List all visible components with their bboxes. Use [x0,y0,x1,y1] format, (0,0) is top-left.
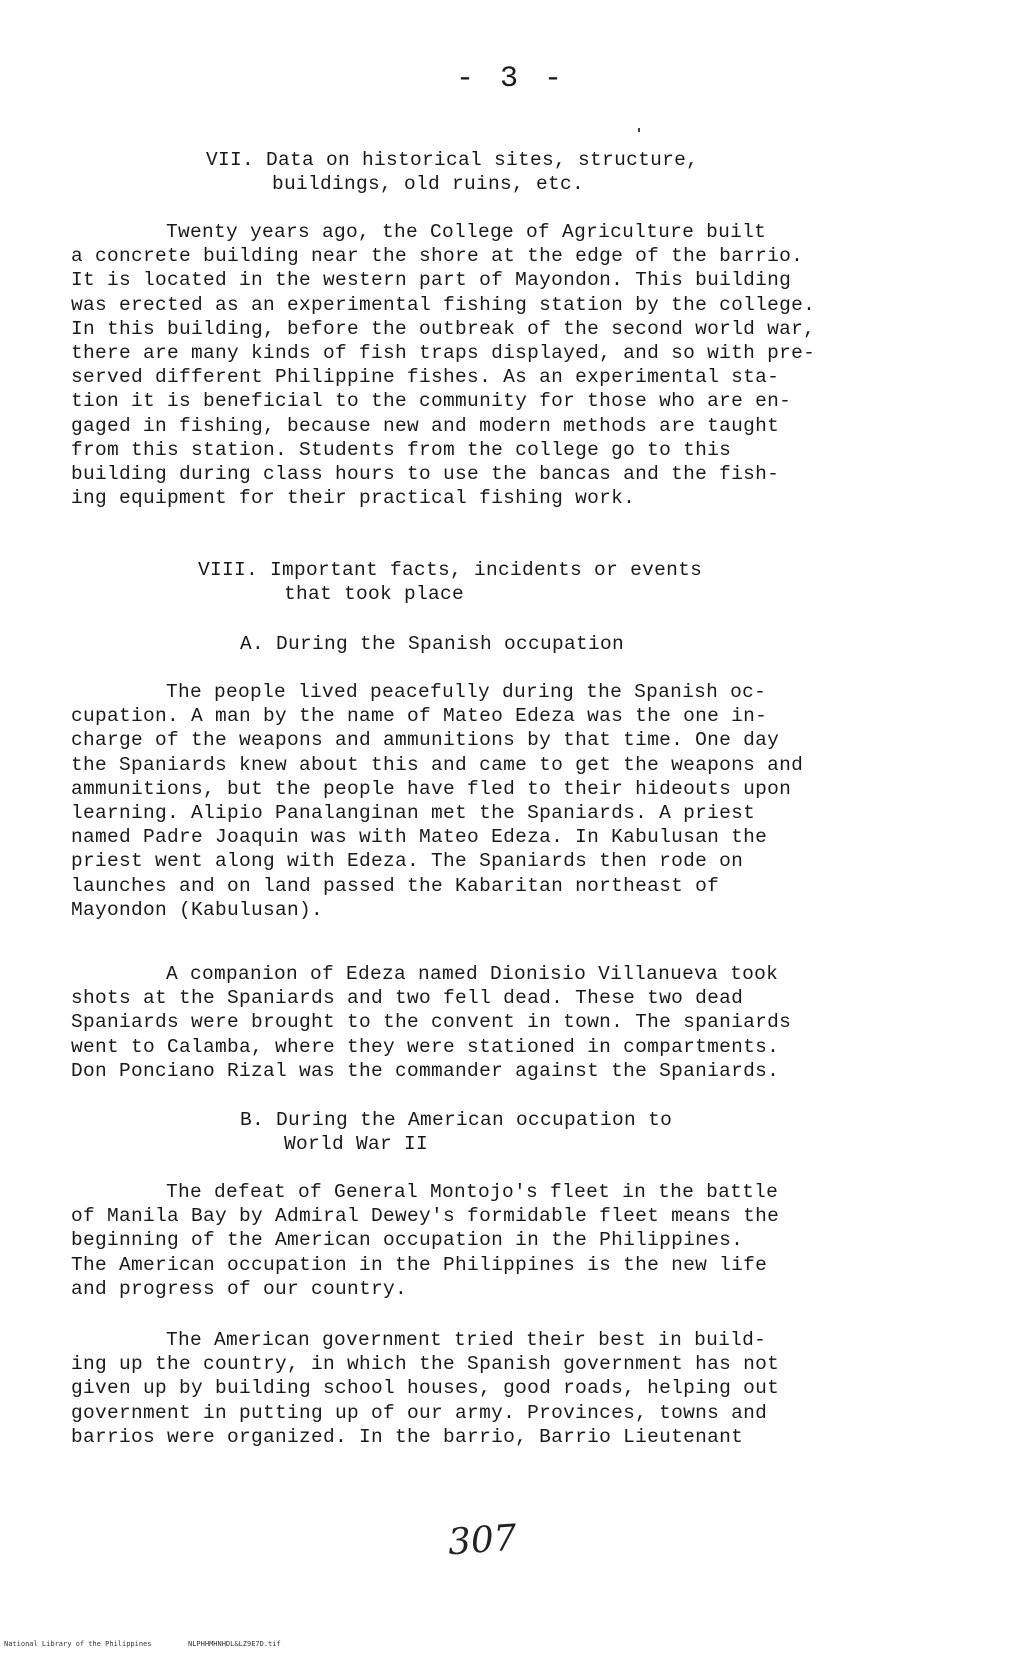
text-line: launches and on land passed the Kabaritan northeast of [71,874,720,897]
text-line: ing up the country, in which the Spanish government has not [71,1353,780,1376]
text-line: ing equipment for their practical fishing work. [71,487,636,510]
sub-a-paragraph-2 [71,962,971,1083]
handwritten-page-number: 307 [446,1517,519,1564]
text-line: The people lived peacefully during the Spanish oc- [166,681,767,703]
text-line: building during class hours to use the bancas and the fish- [71,463,780,486]
footer-file-name: NLPHHMHNHDL&LZ9E7D.tif [188,1640,281,1648]
text-line: Spaniards were brought to the convent in town. The spaniards [71,1011,792,1034]
text-line: there are many kinds of fish traps displayed, and so with pre- [71,342,816,365]
text-line: beginning of the American occupation in the Philippines. [71,1229,744,1252]
text-line: learning. Alipio Panalanginan met the Spaniards. A priest [71,802,756,825]
text-line: a concrete building near the shore at the edge of the barrio. [71,245,804,268]
text-line: The American occupation in the Philippines is the new life [71,1253,768,1276]
text-line: tion it is beneficial to the community for those who are en- [71,390,792,413]
text-line: Don Ponciano Rizal was the commander against the Spaniards. [71,1059,780,1082]
text-line: went to Calamba, where they were stationed in compartments. [71,1035,780,1058]
text-line: ammunitions, but the people have fled to their hideouts upon [71,777,792,800]
section-viii-heading-line2: that took place [284,583,465,605]
text-line: the Spaniards knew about this and came to get the weapons and [71,753,804,776]
sub-b-heading-line1: B. During the American occupation to [240,1109,673,1131]
sub-a-paragraph-1 [71,680,971,922]
text-line: gaged in fishing, because new and modern methods are taught [71,414,780,437]
text-line: The defeat of General Montojo's fleet in the battle [166,1181,779,1203]
text-line: government in putting up of our army. Provinces, towns and [71,1401,768,1424]
text-line: The American government tried their best in build- [166,1329,767,1351]
section-viii-heading-line1: VIII. Important facts, incidents or events [198,559,703,581]
text-line: given up by building school houses, good roads, helping out [71,1377,780,1400]
sub-b-paragraph-1 [71,1180,971,1301]
text-line: served different Philippine fishes. As an experimental sta- [71,366,780,389]
text-line: from this station. Students from the college go to this [71,438,732,461]
text-line: Twenty years ago, the College of Agriculture built [166,221,767,243]
section-vii-heading-line2: buildings, old ruins, etc. [272,173,585,195]
footer-library-name: National Library of the Philippines [4,1640,152,1648]
sub-a-heading: A. During the Spanish occupation [240,633,625,655]
text-line: barrios were organized. In the barrio, Barrio Lieutenant [71,1425,744,1448]
section-vii-heading-line1: VII. Data on historical sites, structure, [206,149,699,171]
text-line: named Padre Joaquin was with Mateo Edeza. In Kabulusan the [71,826,768,849]
text-line: cupation. A man by the name of Mateo Edeza was the one in- [71,705,768,728]
stray-mark [638,128,640,132]
text-line: charge of the weapons and ammunitions by that time. One day [71,729,780,752]
text-line: In this building, before the outbreak of the second world war, [71,317,816,340]
sub-b-heading-line2: World War II [284,1133,429,1155]
sub-b-paragraph-2 [71,1328,971,1449]
page-number: - 3 - [455,62,566,96]
section-vii-paragraph [71,220,971,510]
text-line: shots at the Spaniards and two fell dead. These two dead [71,987,744,1010]
text-line: and progress of our country. [71,1277,408,1300]
text-line: was erected as an experimental fishing station by the college. [71,293,816,316]
text-line: of Manila Bay by Admiral Dewey's formidable fleet means the [71,1205,780,1228]
text-line: A companion of Edeza named Dionisio Villanueva took [166,963,779,985]
text-line: It is located in the western part of Mayondon. This building [71,269,792,292]
text-line: Mayondon (Kabulusan). [71,898,324,921]
text-line: priest went along with Edeza. The Spaniards then rode on [71,850,744,873]
